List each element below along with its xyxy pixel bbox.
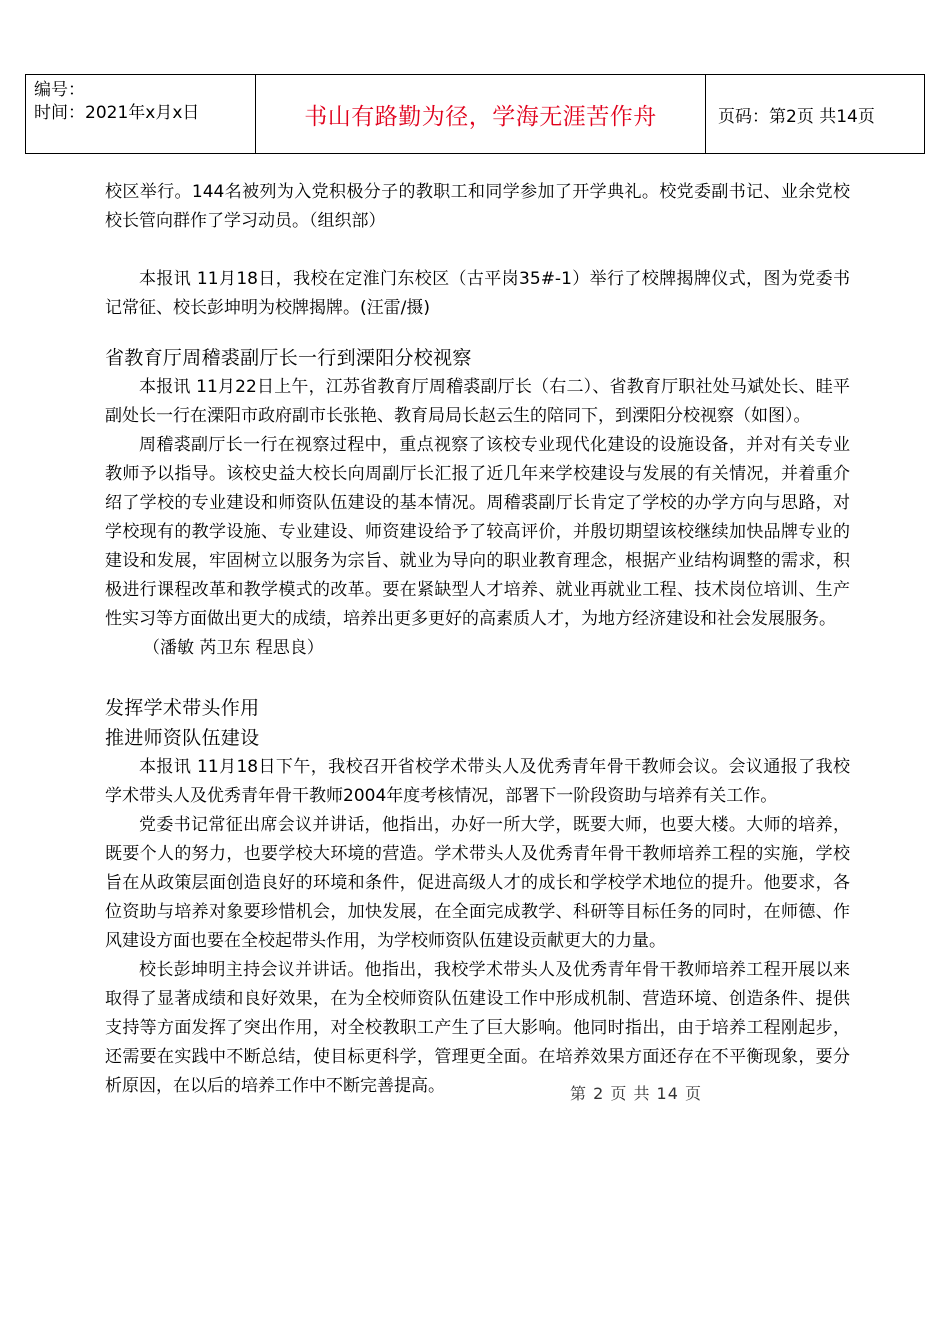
spacer xyxy=(105,236,850,265)
spacer xyxy=(105,663,850,693)
time-label: 时间：2021年x月x日 xyxy=(34,103,200,123)
number-label: 编号： xyxy=(34,80,85,100)
paragraph: 周稽裘副厅长一行在视察过程中，重点视察了该校专业现代化建设的设施设备，并对有关专业教师予以指导。该校史益大校长向周副厅长汇报了近几年来学校建设与发展的有关情况，并着重介绍了学校的专业建设和师资队伍建设的基本情况。周稽裘副厅长肯定了学校的办学方向与思路，对学校现有的教学设施、专业建设、师资建设给予了较高评价，并殷切期望该校继续加快品牌专业的建设和发展，牢固树立以服务为宗旨、就业为导向的职业教育理念，根据产业结构调整的需求，积极进行课程改革和教学模式的改革。要在紧缺型人才培养、就业再就业工程、技术岗位培训、生产性实习等方面做出更大的成绩，培养出更多更好的高素质人才，为地方经济建设和社会发展服务。 xyxy=(105,435,850,629)
article-heading: 推进师资队伍建设 xyxy=(105,727,260,749)
document-header xyxy=(25,74,925,154)
paragraph: 本报讯 11月18日，我校在定淮门东校区（古平岗35#-1）举行了校牌揭牌仪式，图为党委书记常征、校长彭坤明为校牌揭牌。(汪雷/摄) xyxy=(105,269,850,318)
header-page-info: 页码：第2页 共14页 xyxy=(718,106,875,127)
author-credit: （潘敏 芮卫东 程思良） xyxy=(143,638,324,658)
page-number: 第 2 页 共 14 页 xyxy=(570,1084,702,1103)
article-heading: 省教育厅周稽裘副厅长一行到溧阳分校视察 xyxy=(105,347,472,369)
header-motto: 书山有路勤为径，学海无涯苦作舟 xyxy=(256,75,706,153)
article-body xyxy=(105,178,850,1101)
paragraph: 校长彭坤明主持会议并讲话。他指出，我校学术带头人及优秀青年骨干教师培养工程开展以来取得了显著成绩和良好效果，在为全校师资队伍建设工作中形成机制、营造环境、创造条件、提供支持等方面发挥了突出作用，对全校教职工产生了巨大影响。他同时指出，由于培养工程刚起步，还需要在实践中不断总结，使目标更科学，管理更全面。在培养效果方面还存在不平衡现象，要分析原因，在以后的培养工作中不断完善提高。 xyxy=(105,960,850,1096)
paragraph: 校区举行。144名被列为入党积极分子的教职工和同学参加了开学典礼。校党委副书记、业余党校校长管向群作了学习动员。（组织部） xyxy=(105,182,850,231)
paragraph: 党委书记常征出席会议并讲话，他指出，办好一所大学，既要大师，也要大楼。大师的培养，既要个人的努力，也要学校大环境的营造。学术带头人及优秀青年骨干教师培养工程的实施，学校旨在从政策层面创造良好的环境和条件，促进高级人才的成长和学校学术地位的提升。他要求，各位资助与培养对象要珍惜机会，加快发展，在全面完成教学、科研等目标任务的同时，在师德、作风建设方面也要在全校起带头作用，为学校师资队伍建设贡献更大的力量。 xyxy=(105,815,850,951)
article-heading: 发挥学术带头作用 xyxy=(105,697,260,719)
paragraph: 本报讯 11月18日下午，我校召开省校学术带头人及优秀青年骨干教师会议。会议通报了我校学术带头人及优秀青年骨干教师2004年度考核情况，部署下一阶段资助与培养有关工作。 xyxy=(105,757,850,806)
paragraph: 本报讯 11月22日上午，江苏省教育厅周稽裘副厅长（右二）、省教育厅职社处马斌处长、眭平副处长一行在溧阳市政府副市长张艳、教育局局长赵云生的陪同下，到溧阳分校视察（如图）。 xyxy=(105,377,850,426)
spacer xyxy=(105,323,850,343)
header-meta xyxy=(26,75,256,153)
